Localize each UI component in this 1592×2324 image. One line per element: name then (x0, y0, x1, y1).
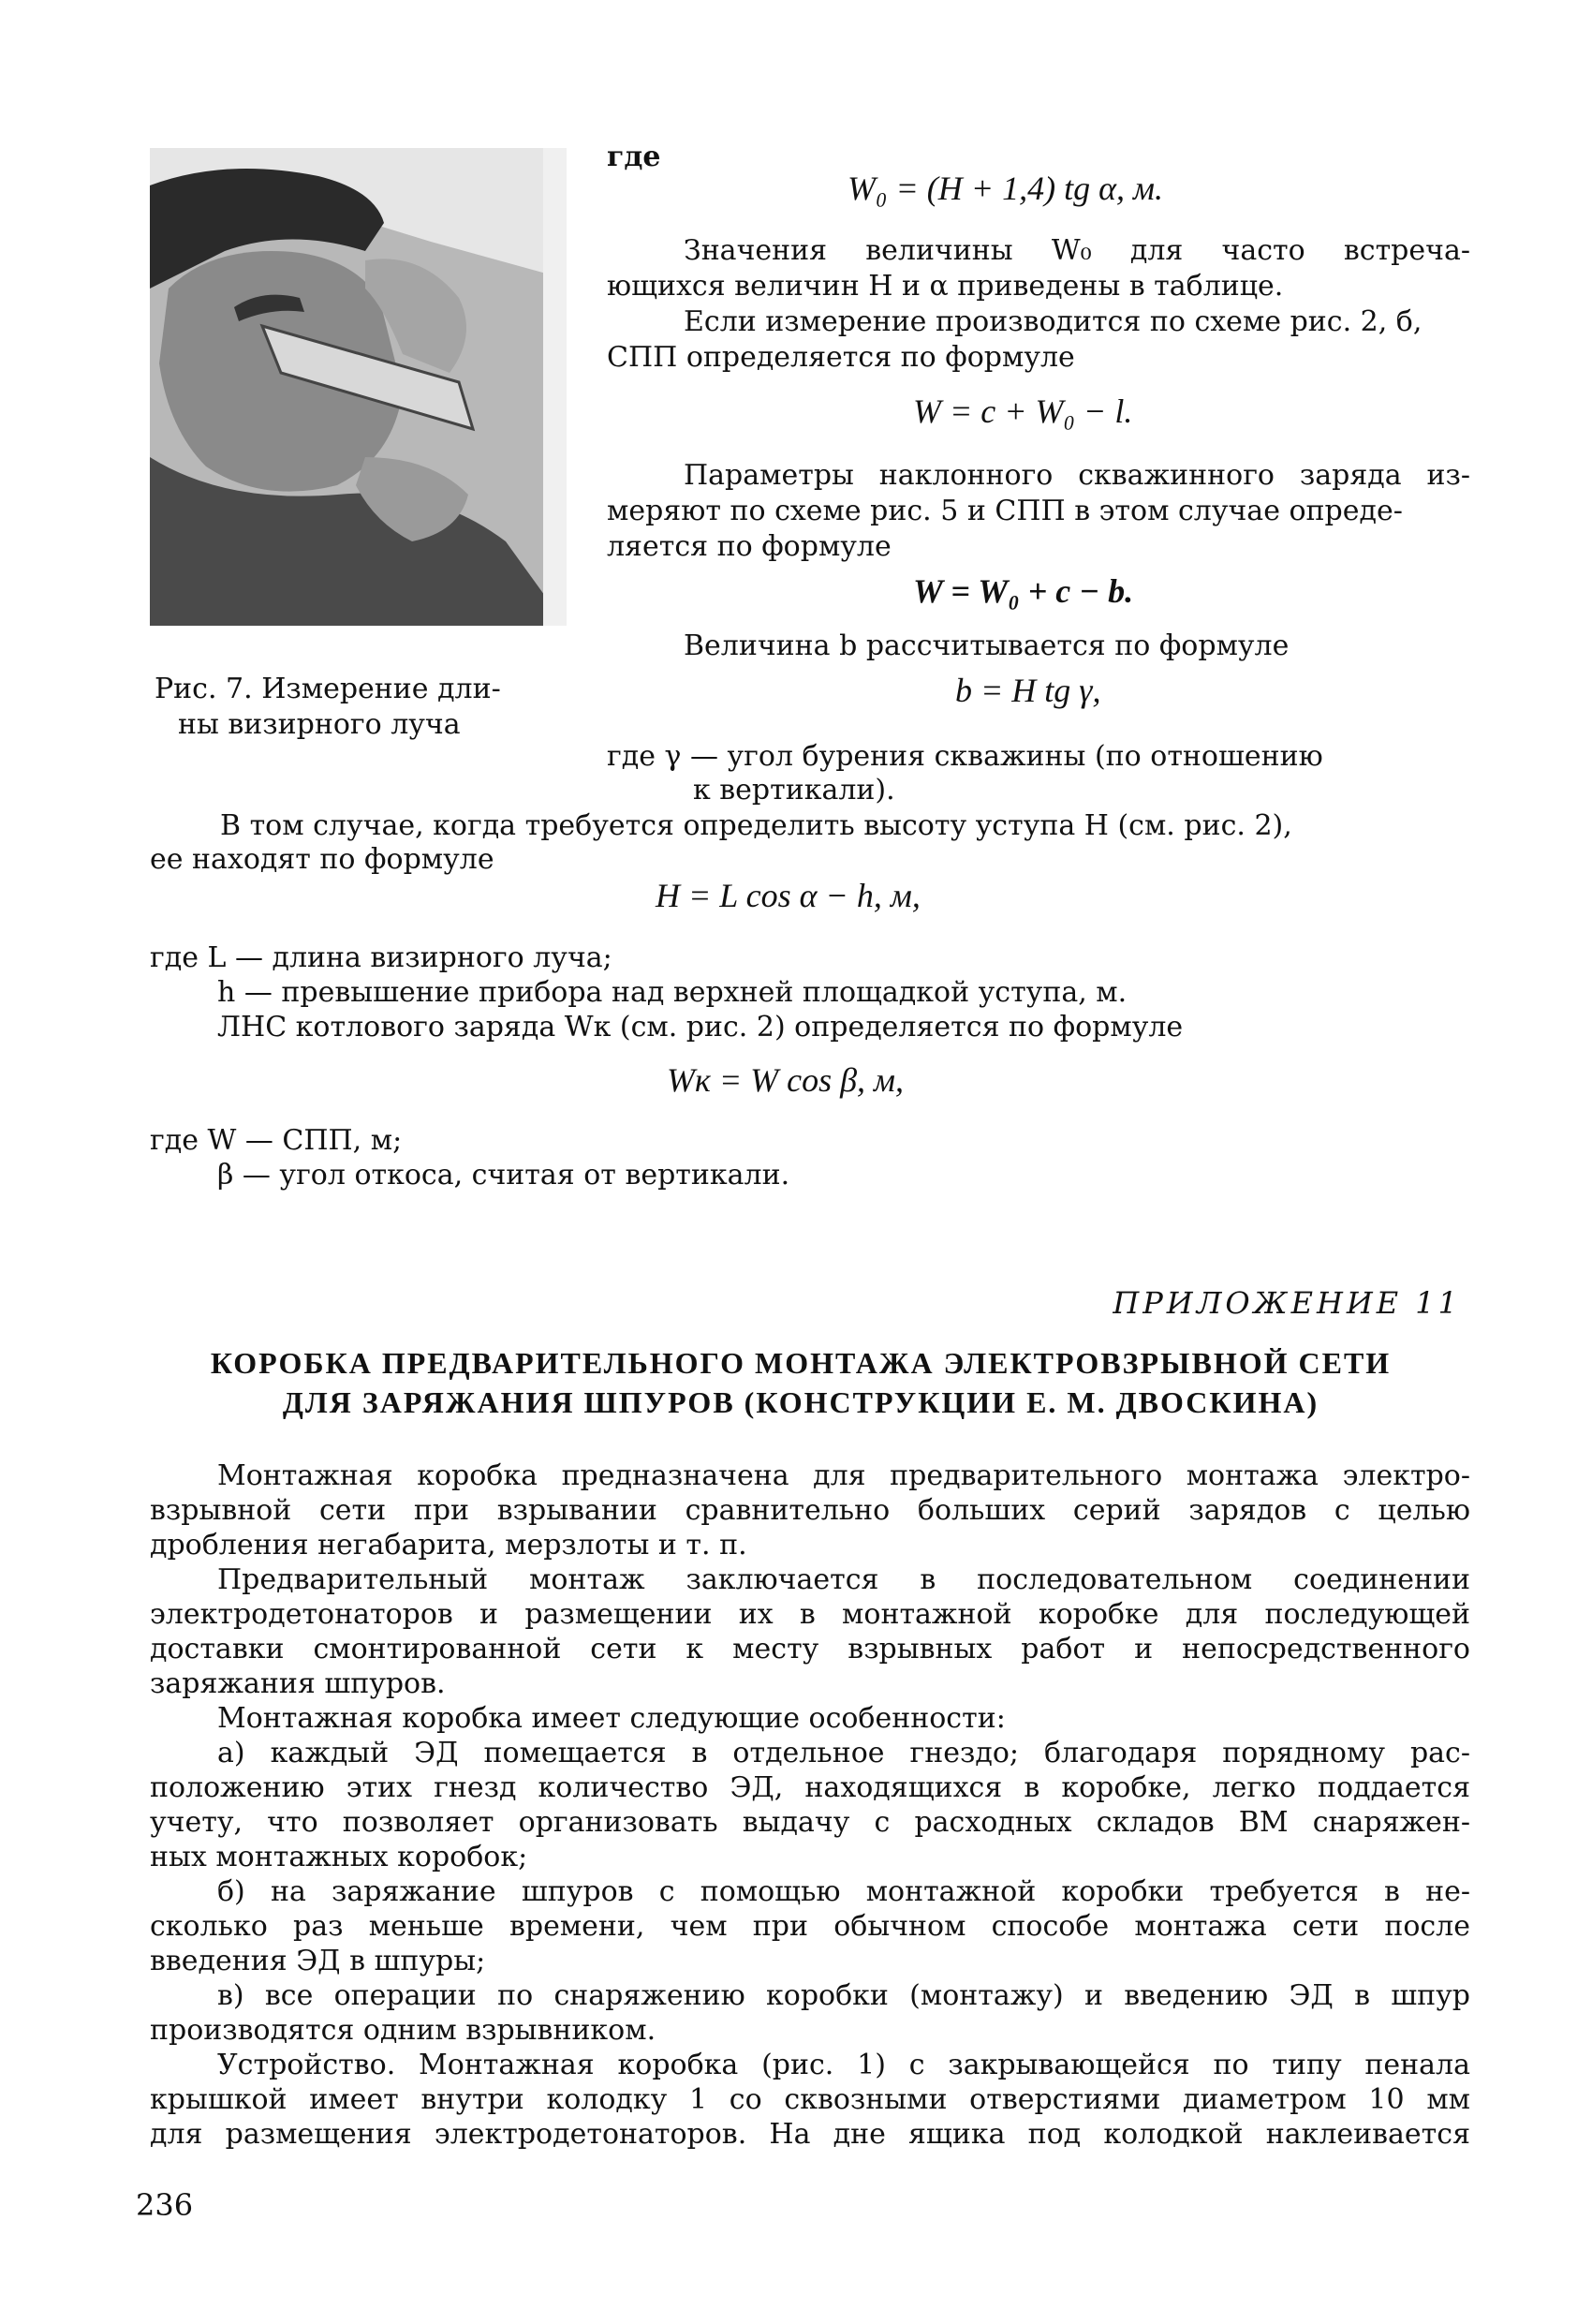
where-gamma-line2: к вертикали). (693, 774, 895, 807)
paragraph-incline-line3: ляется по формуле (607, 530, 892, 563)
body-line: доставки смонтированной сети к месту взрывных работ и непосредственного (150, 1633, 1470, 1665)
paragraph-incline-line2: меряют по схеме рис. 5 и СПП в этом случае опреде- (607, 495, 1403, 527)
paragraph-height-line2: ее находят по формуле (150, 843, 494, 876)
formula-w0: W₀ = (H + 1,4) tg α, м. (848, 170, 1163, 207)
formula-w: W = c + W₀ − l. (913, 392, 1133, 430)
formula-h: H = L cos α − h, м, (656, 877, 921, 914)
paragraph-w0-line2: ющихся величин H и α приведены в таблице. (607, 270, 1284, 303)
appendix-label: ПРИЛОЖЕНИЕ 11 (1113, 1285, 1461, 1321)
paragraph-w0-line1: Значения величины W₀ для часто встреча- (684, 234, 1470, 267)
person-with-instrument-illustration (150, 148, 567, 626)
body-line: а) каждый ЭД помещается в отдельное гнездо; благодаря порядному рас- (217, 1737, 1470, 1769)
where-beta: β — угол откоса, считая от вертикали. (217, 1159, 790, 1192)
body-line: введения ЭД в шпуры; (150, 1945, 486, 1977)
body-line: б) на заряжание шпуров с помощью монтажной коробки требуется в не- (217, 1875, 1470, 1908)
where-label: где (607, 141, 661, 173)
body-line: дробления негабарита, мерзлоты и т. п. (150, 1529, 747, 1562)
appendix-title-line1: КОРОБКА ПРЕДВАРИТЕЛЬНОГО МОНТАЖА ЭЛЕКТРОВЗРЫВНОЙ СЕТИ (210, 1346, 1392, 1380)
body-line: производятся одним взрывником. (150, 2014, 656, 2047)
where-l: где L — длина визирного луча; (150, 941, 612, 974)
where-gamma-line1: где γ — угол бурения скважины (по отношению (607, 740, 1323, 773)
body-line: для размещения электродетонаторов. На дне ящика под колодкой наклеивается (150, 2118, 1470, 2151)
paragraph-b: Величина b рассчитывается по формуле (684, 629, 1290, 662)
paragraph-scheme-line1: Если измерение производится по схеме рис. 2, б, (684, 305, 1422, 338)
body-line: учету, что позволяет организовать выдачу с расходных складов ВМ снаряжен- (150, 1806, 1470, 1839)
paragraph-height-line1: В том случае, когда требуется определить высоту уступа H (см. рис. 2), (220, 809, 1292, 842)
body-line: ных монтажных коробок; (150, 1841, 528, 1873)
body-line: крышкой имеет внутри колодку 1 со сквозными отверстиями диаметром 10 мм (150, 2083, 1470, 2116)
formula-wk: Wк = W cos β, м, (667, 1061, 905, 1099)
body-line: Предварительный монтаж заключается в последовательном соединении (217, 1563, 1470, 1596)
formula-w2: W = W₀ + c − b. (913, 572, 1134, 610)
where-h: h — превышение прибора над верхней площадкой уступа, м. (217, 976, 1128, 1009)
body-line: Устройство. Монтажная коробка (рис. 1) с закрывающейся по типу пенала (217, 2049, 1470, 2081)
appendix-title-line2: ДЛЯ ЗАРЯЖАНИЯ ШПУРОВ (КОНСТРУКЦИИ Е. М. ДВОСКИНА) (282, 1385, 1319, 1419)
page-number: 236 (136, 2187, 194, 2223)
body-line: заряжания шпуров. (150, 1667, 446, 1700)
body-line: в) все операции по снаряжению коробки (монтажу) и введению ЭД в шпур (217, 1979, 1470, 2012)
where-w: где W — СПП, м; (150, 1124, 403, 1157)
figure-caption-line1: Рис. 7. Измерение дли- (155, 673, 501, 705)
paragraph-scheme-line2: СПП определяется по формуле (607, 341, 1075, 374)
body-line: Монтажная коробка предназначена для предварительного монтажа электро- (217, 1459, 1470, 1492)
body-line: положению этих гнезд количество ЭД, находящихся в коробке, легко поддается (150, 1771, 1470, 1804)
body-line: взрывной сети при взрывании сравнительно больших серий зарядов с целью (150, 1494, 1470, 1527)
figure-caption-line2: ны визирного луча (178, 708, 461, 741)
body-line: электродетонаторов и размещении их в монтажной коробке для последующей (150, 1598, 1470, 1631)
formula-b: b = H tg γ, (955, 672, 1101, 709)
paragraph-incline-line1: Параметры наклонного скважинного заряда из- (684, 459, 1470, 492)
body-line: Монтажная коробка имеет следующие особенности: (217, 1702, 1006, 1735)
body-line: сколько раз меньше времени, чем при обычном способе монтажа сети после (150, 1910, 1470, 1943)
paragraph-wk: ЛНС котлового заряда Wк (см. рис. 2) определяется по формуле (217, 1011, 1184, 1044)
figure-photo (150, 148, 567, 626)
